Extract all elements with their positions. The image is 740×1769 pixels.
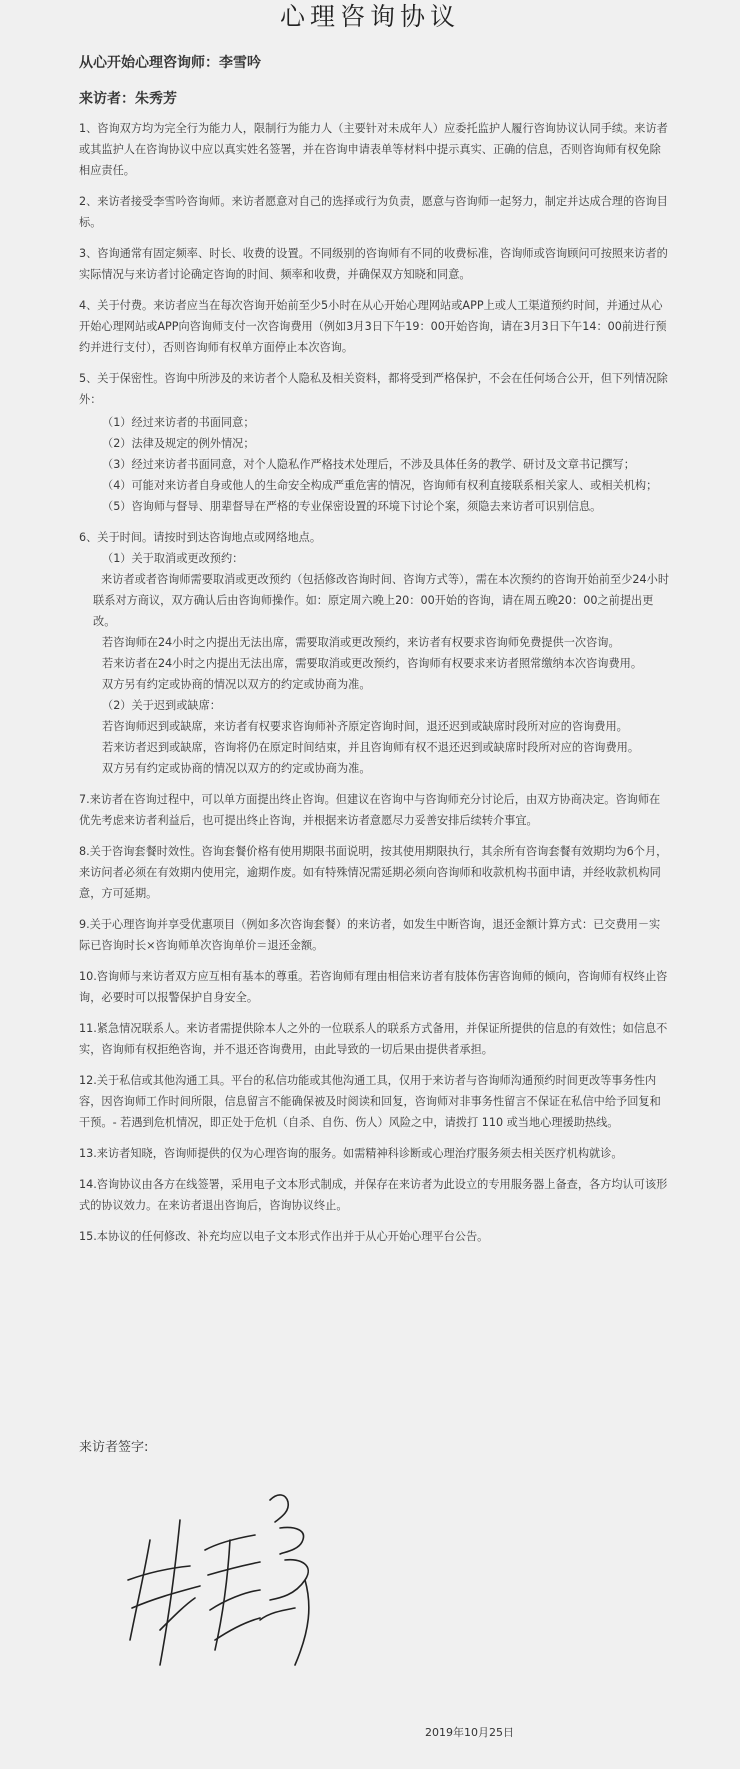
- clause-5-item: （1）经过来访者的书面同意；: [102, 416, 255, 429]
- clause-6-sub1-item: 双方另有约定或协商的情况以双方的约定或协商为准。: [102, 678, 371, 691]
- clause-4: 4、关于付费。来访者应当在每次咨询开始前至少5小时在从心开始心理网站或APP上或人工渠道预约时间，并通过从心开始心理网站或APP向咨询师支付一次咨询费用（例如3月3日下午19：00开始咨询，请在3月3日下午14：00前进行预约并进行支付），否则咨询师有权单方面停止本次咨询。: [79, 299, 667, 354]
- counselor-line: 从心开始心理咨询师：李雪吟: [79, 55, 261, 71]
- agreement-body: [79, 118, 671, 1257]
- clause-15: 15.本协议的任何修改、补充均应以电子文本形式作出并于从心开始心理平台公告。: [79, 1230, 489, 1243]
- signed-date: 2019年10月25日: [425, 1726, 514, 1739]
- clause-5-item: （2）法律及规定的例外情况；: [102, 437, 255, 450]
- clause-9: 9.关于心理咨询并享受优惠项目（例如多次咨询套餐）的来访者，如发生中断咨询，退还金额计算方式：已交费用－实际已咨询时长×咨询师单次咨询单价＝退还金额。: [79, 918, 661, 952]
- clause-6-sub2-item: 若来访者迟到或缺席，咨询将仍在原定时间结束，并且咨询师有权不退还迟到或缺席时段所对应的咨询费用。: [102, 741, 640, 754]
- clause-6-sub1-heading: （1）关于取消或更改预约：: [102, 552, 244, 565]
- clause-5-item: （5）咨询师与督导、朋辈督导在严格的专业保密设置的环境下讨论个案，须隐去来访者可识别信息。: [102, 500, 602, 513]
- clause-6-sub1-item: 若咨询师在24小时之内提出无法出席，需要取消或更改预约，来访者有权要求咨询师免费提供一次咨询。: [102, 636, 620, 649]
- clause-1: 1、咨询双方均为完全行为能力人，限制行为能力人（主要针对未成年人）应委托监护人履行咨询协议认同手续。来访者或其监护人在咨询协议中应以真实姓名签署，并在咨询申请表单等材料中提示真实、正确的信息，否则咨询师有权免除相应责任。: [79, 122, 668, 177]
- signature-label: 来访者签字:: [79, 1440, 149, 1455]
- clause-8: 8.关于咨询套餐时效性。咨询套餐价格有使用期限书面说明，按其使用期限执行，其余所有咨询套餐有效期均为6个月，来访问者必须在有效期内使用完，逾期作废。如有特殊情况需延期必须向咨询师和收款机构书面申请，并经收款机构同意，方可延期。: [79, 845, 668, 900]
- clause-5-item: （3）经过来访者书面同意，对个人隐私作严格技术处理后，不涉及具体任务的教学、研讨及文章书记撰写；: [102, 458, 635, 471]
- clause-11: 11.紧急情况联系人。来访者需提供除本人之外的一位联系人的联系方式备用，并保证所提供的信息的有效性；如信息不实，咨询师有权拒绝咨询，并不退还咨询费用，由此导致的一切后果由提供者承担。: [79, 1022, 668, 1056]
- clause-6-sub2-item: 若咨询师迟到或缺席，来访者有权要求咨询师补齐原定咨询时间，退还迟到或缺席时段所对应的咨询费用。: [102, 720, 628, 733]
- client-line: 来访者：朱秀芳: [79, 91, 177, 107]
- handwritten-signature: [120, 1480, 330, 1670]
- clause-2: 2、来访者接受李雪吟咨询师。来访者愿意对自己的选择或行为负责，愿意与咨询师一起努力，制定并达成合理的咨询目标。: [79, 195, 668, 229]
- clause-13: 13.来访者知晓，咨询师提供的仅为心理咨询的服务。如需精神科诊断或心理治疗服务须去相关医疗机构就诊。: [79, 1147, 623, 1160]
- clause-10: 10.咨询师与来访者双方应互相有基本的尊重。若咨询师有理由相信来访者有肢体伤害咨询师的倾向，咨询师有权终止咨询，必要时可以报警保护自身安全。: [79, 970, 668, 1004]
- clause-6: 6、关于时间。请按时到达咨询地点或网络地点。: [79, 531, 322, 544]
- clause-7: 7.来访者在咨询过程中，可以单方面提出终止咨询。但建议在咨询中与咨询师充分讨论后，由双方协商决定。咨询师在优先考虑来访者利益后，也可提出终止咨询，并根据来访者意愿尽力妥善安排后续转介事宜。: [79, 793, 661, 827]
- clause-3: 3、咨询通常有固定频率、时长、收费的设置。不同级别的咨询师有不同的收费标准，咨询师或咨询顾问可按照来访者的实际情况与来访者讨论确定咨询的时间、频率和收费，并确保双方知晓和同意。: [79, 247, 668, 281]
- clause-6-sub1-item: 若来访者在24小时之内提出无法出席，需要取消或更改预约，咨询师有权要求来访者照常缴纳本次咨询费用。: [102, 657, 643, 670]
- clause-5-item: （4）可能对来访者自身或他人的生命安全构成严重危害的情况，咨询师有权利直接联系相关家人、或相关机构；: [102, 479, 658, 492]
- document-title: 心理咨询协议: [279, 2, 460, 31]
- clause-5: 5、关于保密性。咨询中所涉及的来访者个人隐私及相关资料，都将受到严格保护，不会在任何场合公开，但下列情况除外：: [79, 372, 668, 406]
- clause-14: 14.咨询协议由各方在线签署，采用电子文本形式制成，并保存在来访者为此设立的专用服务器上备查，各方均认可该形式的协议效力。在来访者退出咨询后，咨询协议终止。: [79, 1178, 668, 1212]
- clause-6-sub2-heading: （2）关于迟到或缺席：: [102, 699, 221, 712]
- clause-6-sub1-item: 来访者或者咨询师需要取消或更改预约（包括修改咨询时间、咨询方式等），需在本次预约的咨询开始前至少24小时联系对方商议，双方确认后由咨询师操作。如：原定周六晚上20：00开始的咨询，请在周五晚20：00之前提出更改。: [93, 573, 670, 628]
- clause-12: 12.关于私信或其他沟通工具。平台的私信功能或其他沟通工具，仅用于来访者与咨询师沟通预约时间更改等事务性内容，因咨询师工作时间所限，信息留言不能确保被及时阅读和回复，咨询师对非事务性留言不保证在私信中给予回复和干预。- 若遇到危机情况，即正处于危机（自杀、自伤、伤人）风险之中，请拨打 110 或当地心理援助热线。: [79, 1074, 661, 1129]
- clause-6-sub2-item: 双方另有约定或协商的情况以双方的约定或协商为准。: [102, 762, 371, 775]
